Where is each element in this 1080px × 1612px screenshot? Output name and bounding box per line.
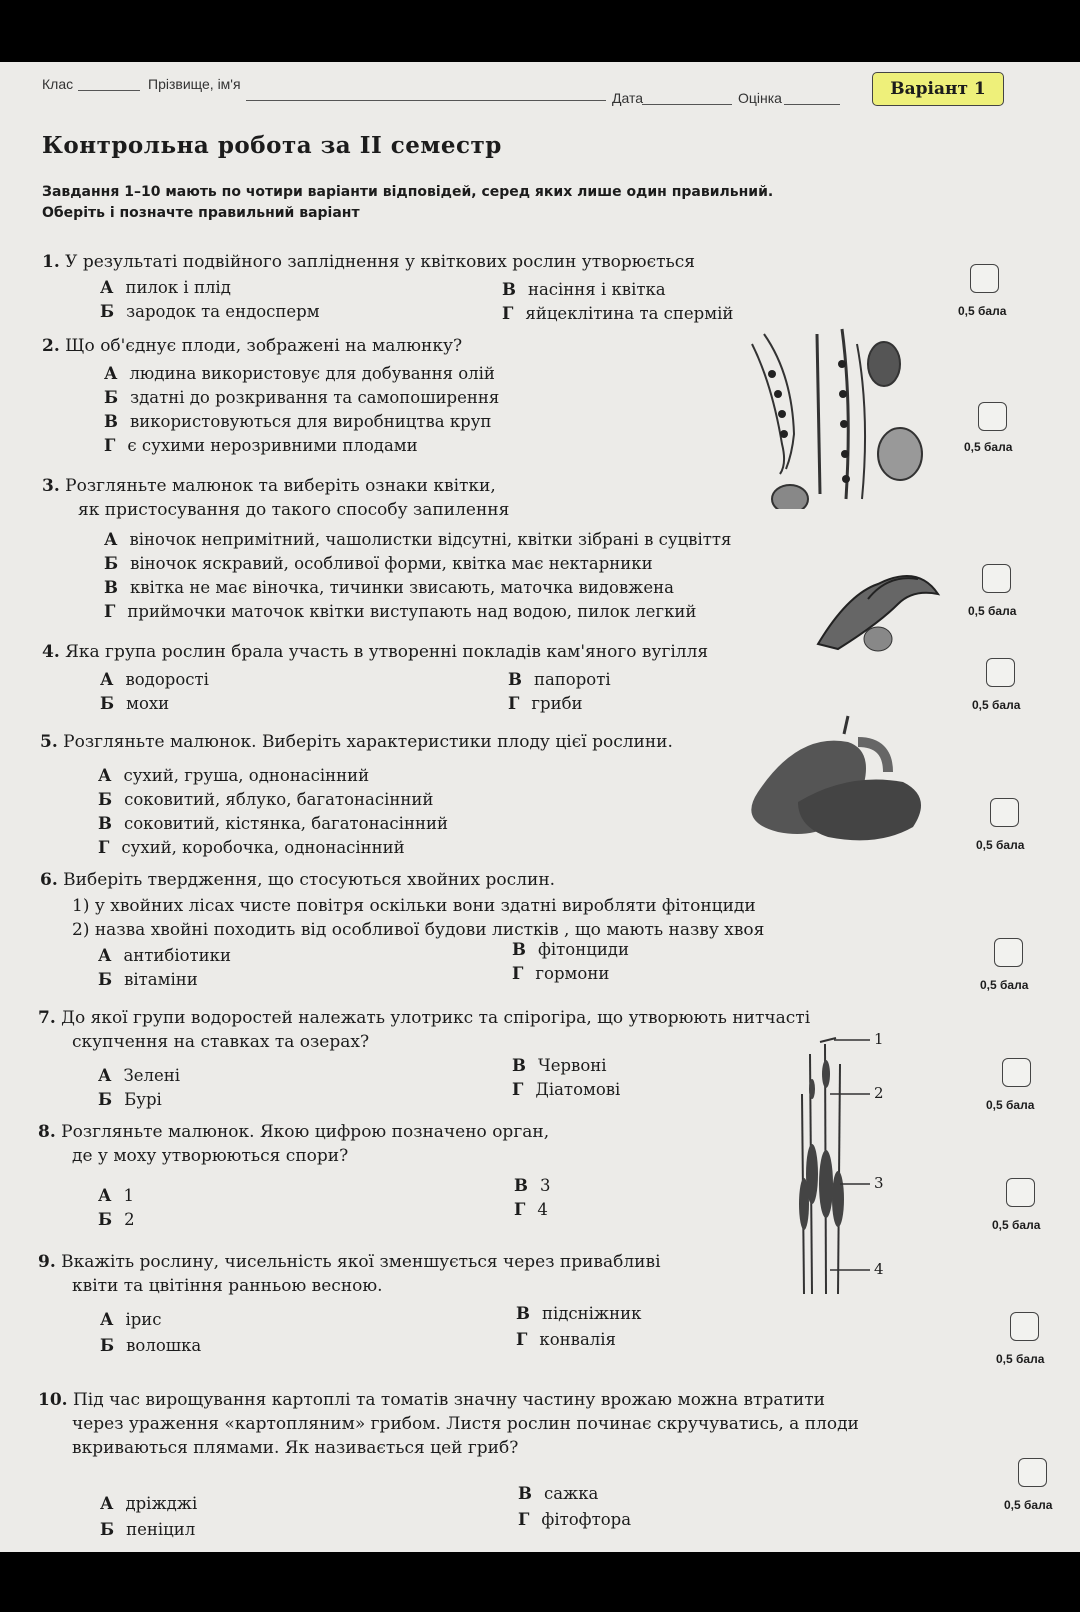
q5-option-v[interactable] — [98, 814, 448, 833]
question-text: У результаті подвійного запліднення у квіткових рослин утворюється — [65, 252, 696, 272]
q5-points: 0,5 бала — [976, 838, 1025, 852]
option-letter: Б — [100, 302, 115, 321]
q10-points: 0,5 бала — [1004, 1498, 1053, 1512]
q10-option-b[interactable] — [100, 1520, 195, 1539]
question-text-line-1: До якої групи водоростей належать улотрикс та спірогіра, що утворюють нитчасті — [61, 1008, 811, 1028]
option-text: дріжджі — [125, 1494, 198, 1513]
q3-option-g[interactable] — [104, 602, 696, 621]
question-number: 9. — [38, 1252, 56, 1272]
option-letter: А — [98, 946, 112, 965]
q6-option-b[interactable] — [98, 970, 198, 989]
q5-option-g[interactable] — [98, 838, 405, 857]
option-text: Бурі — [124, 1090, 162, 1109]
moss-label-1: 1 — [874, 1030, 884, 1048]
option-text: вітаміни — [124, 970, 198, 989]
q10-option-a[interactable] — [100, 1494, 197, 1513]
grade-field[interactable] — [784, 104, 840, 105]
q8-option-a[interactable] — [98, 1186, 134, 1205]
option-letter: А — [98, 766, 112, 785]
q6-points: 0,5 бала — [980, 978, 1029, 992]
q9-points: 0,5 бала — [996, 1352, 1045, 1366]
option-letter: А — [104, 530, 118, 549]
option-letter: В — [512, 1056, 526, 1075]
option-letter: Б — [104, 388, 119, 407]
question-number: 7. — [38, 1008, 56, 1028]
option-letter: А — [100, 1494, 114, 1513]
option-text: 2 — [124, 1210, 135, 1229]
moss-label-4: 4 — [874, 1260, 884, 1278]
option-text: яйцеклітина та спермій — [525, 304, 734, 323]
q9-option-g[interactable] — [516, 1330, 616, 1349]
option-letter: Б — [100, 1520, 115, 1539]
q4-answer-box[interactable] — [986, 658, 1015, 687]
q6-statement-1: 1) у хвойних лісах чисте повітря оскільки вони здатні виробляти фітонциди — [72, 896, 756, 916]
question-1 — [42, 250, 695, 274]
option-text: антибіотики — [123, 946, 231, 965]
q2-option-b[interactable] — [104, 388, 499, 407]
option-letter: Б — [98, 970, 113, 989]
question-text: Яка група рослин брала участь в утворенні покладів кам'яного вугілля — [65, 642, 709, 662]
question-text: Розгляньте малюнок. Виберіть характеристики плоду цієї рослини. — [63, 732, 673, 752]
option-text: фітонциди — [537, 940, 629, 959]
option-letter: Г — [104, 602, 116, 621]
question-5 — [40, 730, 673, 754]
q2-option-a[interactable] — [104, 364, 495, 383]
q9-option-a[interactable] — [100, 1310, 162, 1329]
option-text: сажка — [543, 1484, 599, 1503]
option-text: квітка не має віночка, тичинки звисають, маточка видовжена — [129, 578, 674, 597]
question-text-line-1: Розгляньте малюнок та виберіть ознаки квітки, — [65, 476, 496, 496]
dry-fruits-illustration — [742, 324, 947, 509]
question-6 — [40, 868, 555, 892]
q1-option-g[interactable] — [502, 304, 733, 323]
class-field[interactable] — [78, 90, 140, 91]
option-text: гриби — [531, 694, 583, 713]
option-letter: Г — [98, 838, 110, 857]
option-text: сухий, груша, однонасінний — [123, 766, 370, 785]
option-letter: В — [514, 1176, 528, 1195]
option-letter: Б — [100, 694, 115, 713]
question-7 — [38, 1006, 810, 1054]
q7-option-a[interactable] — [98, 1066, 180, 1085]
option-letter: Б — [98, 1210, 113, 1229]
q3-option-a[interactable] — [104, 530, 731, 549]
option-text: гормони — [535, 964, 610, 983]
question-9 — [38, 1250, 661, 1298]
q8-option-g[interactable] — [514, 1200, 548, 1219]
question-8 — [38, 1120, 549, 1168]
option-text: конвалія — [539, 1330, 616, 1349]
q2-answer-box[interactable] — [978, 402, 1007, 431]
q8-option-b[interactable] — [98, 1210, 135, 1229]
option-text: ірис — [125, 1310, 162, 1329]
option-letter: А — [104, 364, 118, 383]
q1-answer-box[interactable] — [970, 264, 999, 293]
question-text-line-3: вкриваються плямами. Як називається цей гриб? — [72, 1438, 519, 1458]
question-number: 5. — [40, 732, 58, 752]
question-text-line-1: Вкажіть рослину, чисельність якої зменшується через привабливі — [61, 1252, 661, 1272]
q4-option-v[interactable] — [508, 670, 611, 689]
option-text: 3 — [539, 1176, 551, 1195]
q6-option-g[interactable] — [512, 964, 609, 983]
question-2 — [42, 334, 462, 358]
q1-option-b[interactable] — [100, 302, 320, 321]
q2-points: 0,5 бала — [964, 440, 1013, 454]
option-text: водорості — [125, 670, 209, 689]
question-text-line-2: через ураження «картопляним» грибом. Листя рослин починає скручуватись, а плоди — [72, 1414, 859, 1434]
flower-illustration — [808, 554, 948, 659]
question-text-line-2: як пристосування до такого способу запилення — [78, 500, 510, 520]
q1-option-a[interactable] — [100, 278, 231, 297]
option-letter: В — [98, 814, 112, 833]
option-text: пилок і плід — [125, 278, 231, 297]
option-text: соковитий, кістянка, багатонасінний — [123, 814, 448, 833]
question-text-line-1: Розгляньте малюнок. Якою цифрою позначено орган, — [61, 1122, 550, 1142]
option-letter: Г — [518, 1510, 530, 1529]
question-text: Виберіть твердження, що стосуються хвойних рослин. — [63, 870, 556, 890]
option-text: віночок непримітний, чашолистки відсутні, квітки зібрані в суцвіття — [129, 530, 732, 549]
option-text: використовуються для виробництва круп — [129, 412, 492, 431]
grade-label: Оцінка — [738, 90, 782, 106]
option-letter: Г — [502, 304, 514, 323]
date-label: Дата — [612, 90, 644, 106]
option-letter: В — [518, 1484, 532, 1503]
question-number: 6. — [40, 870, 58, 890]
question-text-line-2: квіти та цвітіння ранньою весною. — [72, 1276, 383, 1296]
option-letter: Г — [516, 1330, 528, 1349]
question-number: 1. — [42, 252, 60, 272]
question-text-line-2: де у моху утворюються спори? — [72, 1146, 349, 1166]
worksheet-page — [0, 62, 1080, 1552]
option-text: 4 — [537, 1200, 548, 1219]
q4-option-g[interactable] — [508, 694, 583, 713]
q4-points: 0,5 бала — [972, 698, 1021, 712]
q8-option-v[interactable] — [514, 1176, 550, 1195]
option-text: сухий, коробочка, однонасінний — [121, 838, 405, 857]
option-letter: Б — [104, 554, 119, 573]
option-text: Діатомові — [535, 1080, 621, 1099]
question-text-line-1: Під час вирощування картоплі та томатів значну частину врожаю можна втратити — [72, 1390, 825, 1410]
option-letter: Г — [104, 436, 116, 455]
option-text: соковитий, яблуко, багатонасінний — [124, 790, 434, 809]
q10-answer-box[interactable] — [1018, 1458, 1047, 1487]
option-letter: В — [508, 670, 522, 689]
option-text: фітофтора — [541, 1510, 632, 1529]
question-text: Що об'єднує плоди, зображені на малюнку? — [65, 336, 463, 356]
q3-option-v[interactable] — [104, 578, 674, 597]
q4-option-a[interactable] — [100, 670, 209, 689]
option-text: 1 — [123, 1186, 134, 1205]
option-text: волошка — [126, 1336, 202, 1355]
option-letter: В — [104, 578, 118, 597]
q5-option-b[interactable] — [98, 790, 433, 809]
option-text: віночок яскравий, особливої форми, квітка має нектарники — [130, 554, 653, 573]
q6-option-v[interactable] — [512, 940, 629, 959]
q9-answer-box[interactable] — [1010, 1312, 1039, 1341]
q10-option-v[interactable] — [518, 1484, 598, 1503]
option-letter: В — [104, 412, 118, 431]
option-text: мохи — [126, 694, 170, 713]
option-text: підсніжник — [541, 1304, 642, 1323]
q2-option-g[interactable] — [104, 436, 418, 455]
option-text: папороті — [533, 670, 611, 689]
q6-answer-box[interactable] — [994, 938, 1023, 967]
q9-option-b[interactable] — [100, 1336, 201, 1355]
q9-option-v[interactable] — [516, 1304, 641, 1323]
q7-option-g[interactable] — [512, 1080, 620, 1099]
question-number: 10. — [38, 1390, 68, 1410]
q10-option-g[interactable] — [518, 1510, 631, 1529]
option-letter: Г — [508, 694, 520, 713]
q5-option-a[interactable] — [98, 766, 369, 785]
option-text: насіння і квітка — [527, 280, 666, 299]
q5-answer-box[interactable] — [990, 798, 1019, 827]
q7-option-b[interactable] — [98, 1090, 162, 1109]
option-letter: А — [98, 1066, 112, 1085]
page-title: Контрольна робота за ІІ семестр — [42, 132, 502, 159]
question-10 — [38, 1388, 859, 1460]
name-label: Прізвище, ім'я — [148, 76, 241, 92]
option-text: зародок та ендосперм — [126, 302, 320, 321]
q8-points: 0,5 бала — [992, 1218, 1041, 1232]
q4-option-b[interactable] — [100, 694, 169, 713]
question-number: 2. — [42, 336, 60, 356]
moss-label-2: 2 — [874, 1084, 884, 1102]
option-letter: В — [512, 940, 526, 959]
option-text: людина використовує для добування олій — [129, 364, 495, 383]
option-text: пеніцил — [126, 1520, 196, 1539]
variant-badge: Варіант 1 — [872, 72, 1004, 106]
date-field[interactable] — [642, 104, 732, 105]
option-letter: Б — [98, 1090, 113, 1109]
option-letter: В — [502, 280, 516, 299]
option-letter: Г — [512, 964, 524, 983]
option-letter: Г — [512, 1080, 524, 1099]
q3-option-b[interactable] — [104, 554, 653, 573]
q6-option-a[interactable] — [98, 946, 231, 965]
option-letter: А — [98, 1186, 112, 1205]
q8-answer-box[interactable] — [1006, 1178, 1035, 1207]
question-number: 4. — [42, 642, 60, 662]
option-letter: В — [516, 1304, 530, 1323]
option-letter: Б — [100, 1336, 115, 1355]
option-text: є сухими нерозривними плодами — [127, 436, 418, 455]
question-3 — [42, 474, 509, 522]
option-letter: А — [100, 670, 114, 689]
question-number: 8. — [38, 1122, 56, 1142]
moss-label-3: 3 — [874, 1174, 884, 1192]
q3-answer-box[interactable] — [982, 564, 1011, 593]
q7-points: 0,5 бала — [986, 1098, 1035, 1112]
option-text: Зелені — [123, 1066, 181, 1085]
q7-option-v[interactable] — [512, 1056, 607, 1075]
q2-option-v[interactable] — [104, 412, 491, 431]
question-number: 3. — [42, 476, 60, 496]
name-field[interactable] — [246, 100, 606, 101]
q1-points: 0,5 бала — [958, 304, 1007, 318]
option-letter: Б — [98, 790, 113, 809]
option-letter: А — [100, 278, 114, 297]
option-text: Червоні — [537, 1056, 607, 1075]
option-letter: А — [100, 1310, 114, 1329]
question-4 — [42, 640, 708, 664]
instruction-line-1: Завдання 1–10 мають по чотири варіанти відповідей, серед яких лише один правильний. — [42, 184, 774, 200]
question-text-line-2: скупчення на ставках та озерах? — [72, 1032, 370, 1052]
instruction-line-2: Оберіть і позначте правильний варіант — [42, 205, 360, 221]
q3-points: 0,5 бала — [968, 604, 1017, 618]
option-text: здатні до розкривання та самопоширення — [130, 388, 500, 407]
q1-option-v[interactable] — [502, 280, 666, 299]
q7-answer-box[interactable] — [1002, 1058, 1031, 1087]
option-text: приймочки маточок квітки виступають над водою, пилок легкий — [127, 602, 697, 621]
pear-fruit-illustration — [738, 712, 938, 852]
q6-statement-2: 2) назва хвойні походить від особливої будови листків , що мають назву хвоя — [72, 920, 765, 940]
option-letter: Г — [514, 1200, 526, 1219]
class-label: Клас — [42, 76, 74, 92]
